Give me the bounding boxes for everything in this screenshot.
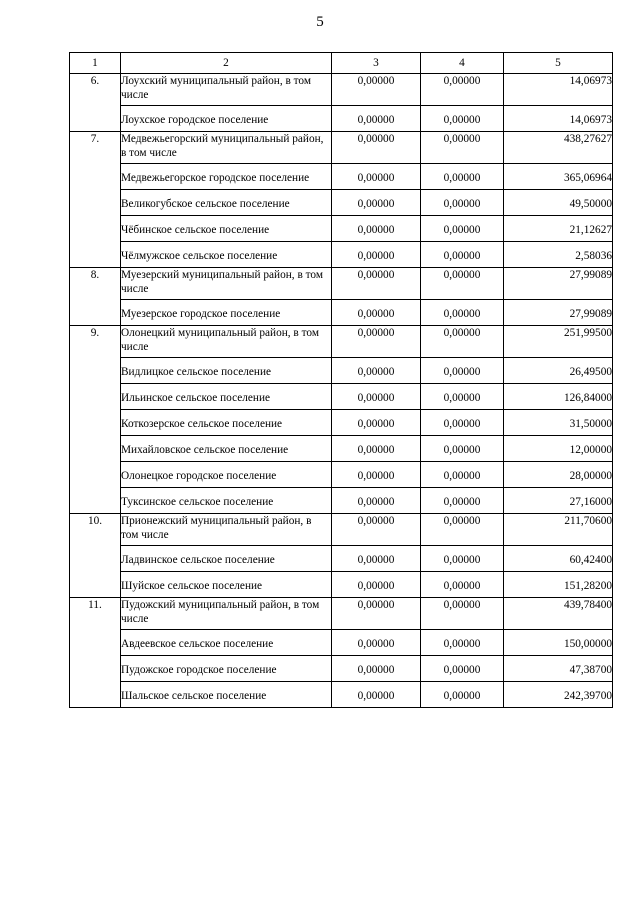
settlement-name: Олонецкое городское поселение [121,462,332,488]
settlement-row [70,190,613,216]
column-header-4: 4 [421,53,504,74]
settlement-name: Великогубское сельское поселение [121,190,332,216]
value-col4: 0,00000 [421,462,504,488]
value-col3: 0,00000 [332,242,421,268]
value-col3: 0,00000 [332,462,421,488]
settlement-name: Туксинское сельское поселение [121,488,332,514]
value-col4: 0,00000 [421,546,504,572]
settlement-row [70,682,613,708]
settlement-name: Видлицкое сельское поселение [121,358,332,384]
row-number: 7. [70,132,121,268]
distribution-table [69,52,613,708]
column-header-1: 1 [70,53,121,74]
settlement-name: Ладвинское сельское поселение [121,546,332,572]
value-col5: 49,50000 [504,190,613,216]
value-col4: 0,00000 [421,300,504,326]
value-col3: 0,00000 [332,630,421,656]
row-number: 9. [70,326,121,514]
settlement-row [70,488,613,514]
value-col3: 0,00000 [332,190,421,216]
settlement-row [70,462,613,488]
value-col4: 0,00000 [421,630,504,656]
settlement-row [70,106,613,132]
district-row [70,268,613,300]
value-col5: 251,99500 [504,326,613,358]
settlement-name: Пудожское городское поселение [121,656,332,682]
value-col5: 126,84000 [504,384,613,410]
value-col3: 0,00000 [332,300,421,326]
value-col4: 0,00000 [421,656,504,682]
settlement-name: Лоухское городское поселение [121,106,332,132]
value-col4: 0,00000 [421,132,504,164]
value-col4: 0,00000 [421,190,504,216]
settlement-name: Муезерское городское поселение [121,300,332,326]
settlement-name: Шуйское сельское поселение [121,572,332,598]
settlement-name: Авдеевское сельское поселение [121,630,332,656]
district-row [70,514,613,546]
settlement-name: Прионежский муниципальный район, в том числе [121,514,332,546]
value-col5: 28,00000 [504,462,613,488]
value-col4: 0,00000 [421,326,504,358]
value-col4: 0,00000 [421,682,504,708]
settlement-name: Чёлмужское сельское поселение [121,242,332,268]
row-number: 11. [70,598,121,708]
settlement-name: Пудожский муниципальный район, в том числе [121,598,332,630]
settlement-row [70,436,613,462]
value-col5: 26,49500 [504,358,613,384]
value-col4: 0,00000 [421,164,504,190]
settlement-name: Михайловское сельское поселение [121,436,332,462]
settlement-name: Медвежьегорское городское поселение [121,164,332,190]
table-body [70,74,613,708]
district-row [70,326,613,358]
value-col5: 47,38700 [504,656,613,682]
column-header-5: 5 [504,53,613,74]
value-col5: 27,99089 [504,268,613,300]
value-col3: 0,00000 [332,384,421,410]
value-col5: 439,78400 [504,598,613,630]
page-number: 5 [316,14,324,30]
value-col3: 0,00000 [332,132,421,164]
settlement-name: Лоухский муниципальный район, в том числе [121,74,332,106]
value-col5: 12,00000 [504,436,613,462]
district-row [70,598,613,630]
settlement-name: Медвежьегорский муниципальный район, в том числе [121,132,332,164]
value-col3: 0,00000 [332,514,421,546]
value-col3: 0,00000 [332,488,421,514]
column-header-2: 2 [121,53,332,74]
value-col4: 0,00000 [421,268,504,300]
value-col4: 0,00000 [421,488,504,514]
value-col3: 0,00000 [332,436,421,462]
settlement-row [70,384,613,410]
value-col3: 0,00000 [332,682,421,708]
district-row [70,132,613,164]
value-col4: 0,00000 [421,436,504,462]
settlement-row [70,216,613,242]
value-col5: 60,42400 [504,546,613,572]
value-col3: 0,00000 [332,164,421,190]
value-col4: 0,00000 [421,74,504,106]
value-col3: 0,00000 [332,410,421,436]
value-col4: 0,00000 [421,358,504,384]
value-col5: 438,27627 [504,132,613,164]
settlement-row [70,164,613,190]
row-number: 10. [70,514,121,598]
settlement-name: Шальское сельское поселение [121,682,332,708]
value-col5: 365,06964 [504,164,613,190]
settlement-row [70,546,613,572]
value-col3: 0,00000 [332,74,421,106]
value-col4: 0,00000 [421,572,504,598]
column-header-3: 3 [332,53,421,74]
settlement-row [70,358,613,384]
value-col4: 0,00000 [421,242,504,268]
value-col5: 150,00000 [504,630,613,656]
settlement-name: Муезерский муниципальный район, в том числе [121,268,332,300]
value-col3: 0,00000 [332,106,421,132]
value-col4: 0,00000 [421,410,504,436]
value-col5: 242,39700 [504,682,613,708]
value-col5: 27,99089 [504,300,613,326]
settlement-row [70,656,613,682]
value-col4: 0,00000 [421,216,504,242]
value-col5: 14,06973 [504,74,613,106]
row-number: 8. [70,268,121,326]
value-col5: 21,12627 [504,216,613,242]
value-col5: 151,28200 [504,572,613,598]
settlement-row [70,410,613,436]
district-row [70,74,613,106]
settlement-name: Ильинское сельское поселение [121,384,332,410]
settlement-name: Чёбинское сельское поселение [121,216,332,242]
settlement-row [70,630,613,656]
value-col4: 0,00000 [421,106,504,132]
value-col3: 0,00000 [332,572,421,598]
value-col3: 0,00000 [332,326,421,358]
row-number: 6. [70,74,121,132]
value-col4: 0,00000 [421,598,504,630]
value-col3: 0,00000 [332,358,421,384]
settlement-row [70,572,613,598]
settlement-row [70,300,613,326]
value-col3: 0,00000 [332,598,421,630]
value-col3: 0,00000 [332,546,421,572]
value-col5: 27,16000 [504,488,613,514]
settlement-name: Олонецкий муниципальный район, в том числе [121,326,332,358]
value-col3: 0,00000 [332,268,421,300]
value-col5: 211,70600 [504,514,613,546]
value-col5: 14,06973 [504,106,613,132]
settlement-row [70,242,613,268]
value-col5: 31,50000 [504,410,613,436]
value-col4: 0,00000 [421,384,504,410]
value-col5: 2,58036 [504,242,613,268]
header-row [70,53,613,74]
value-col4: 0,00000 [421,514,504,546]
value-col3: 0,00000 [332,656,421,682]
value-col3: 0,00000 [332,216,421,242]
settlement-name: Коткозерское сельское поселение [121,410,332,436]
